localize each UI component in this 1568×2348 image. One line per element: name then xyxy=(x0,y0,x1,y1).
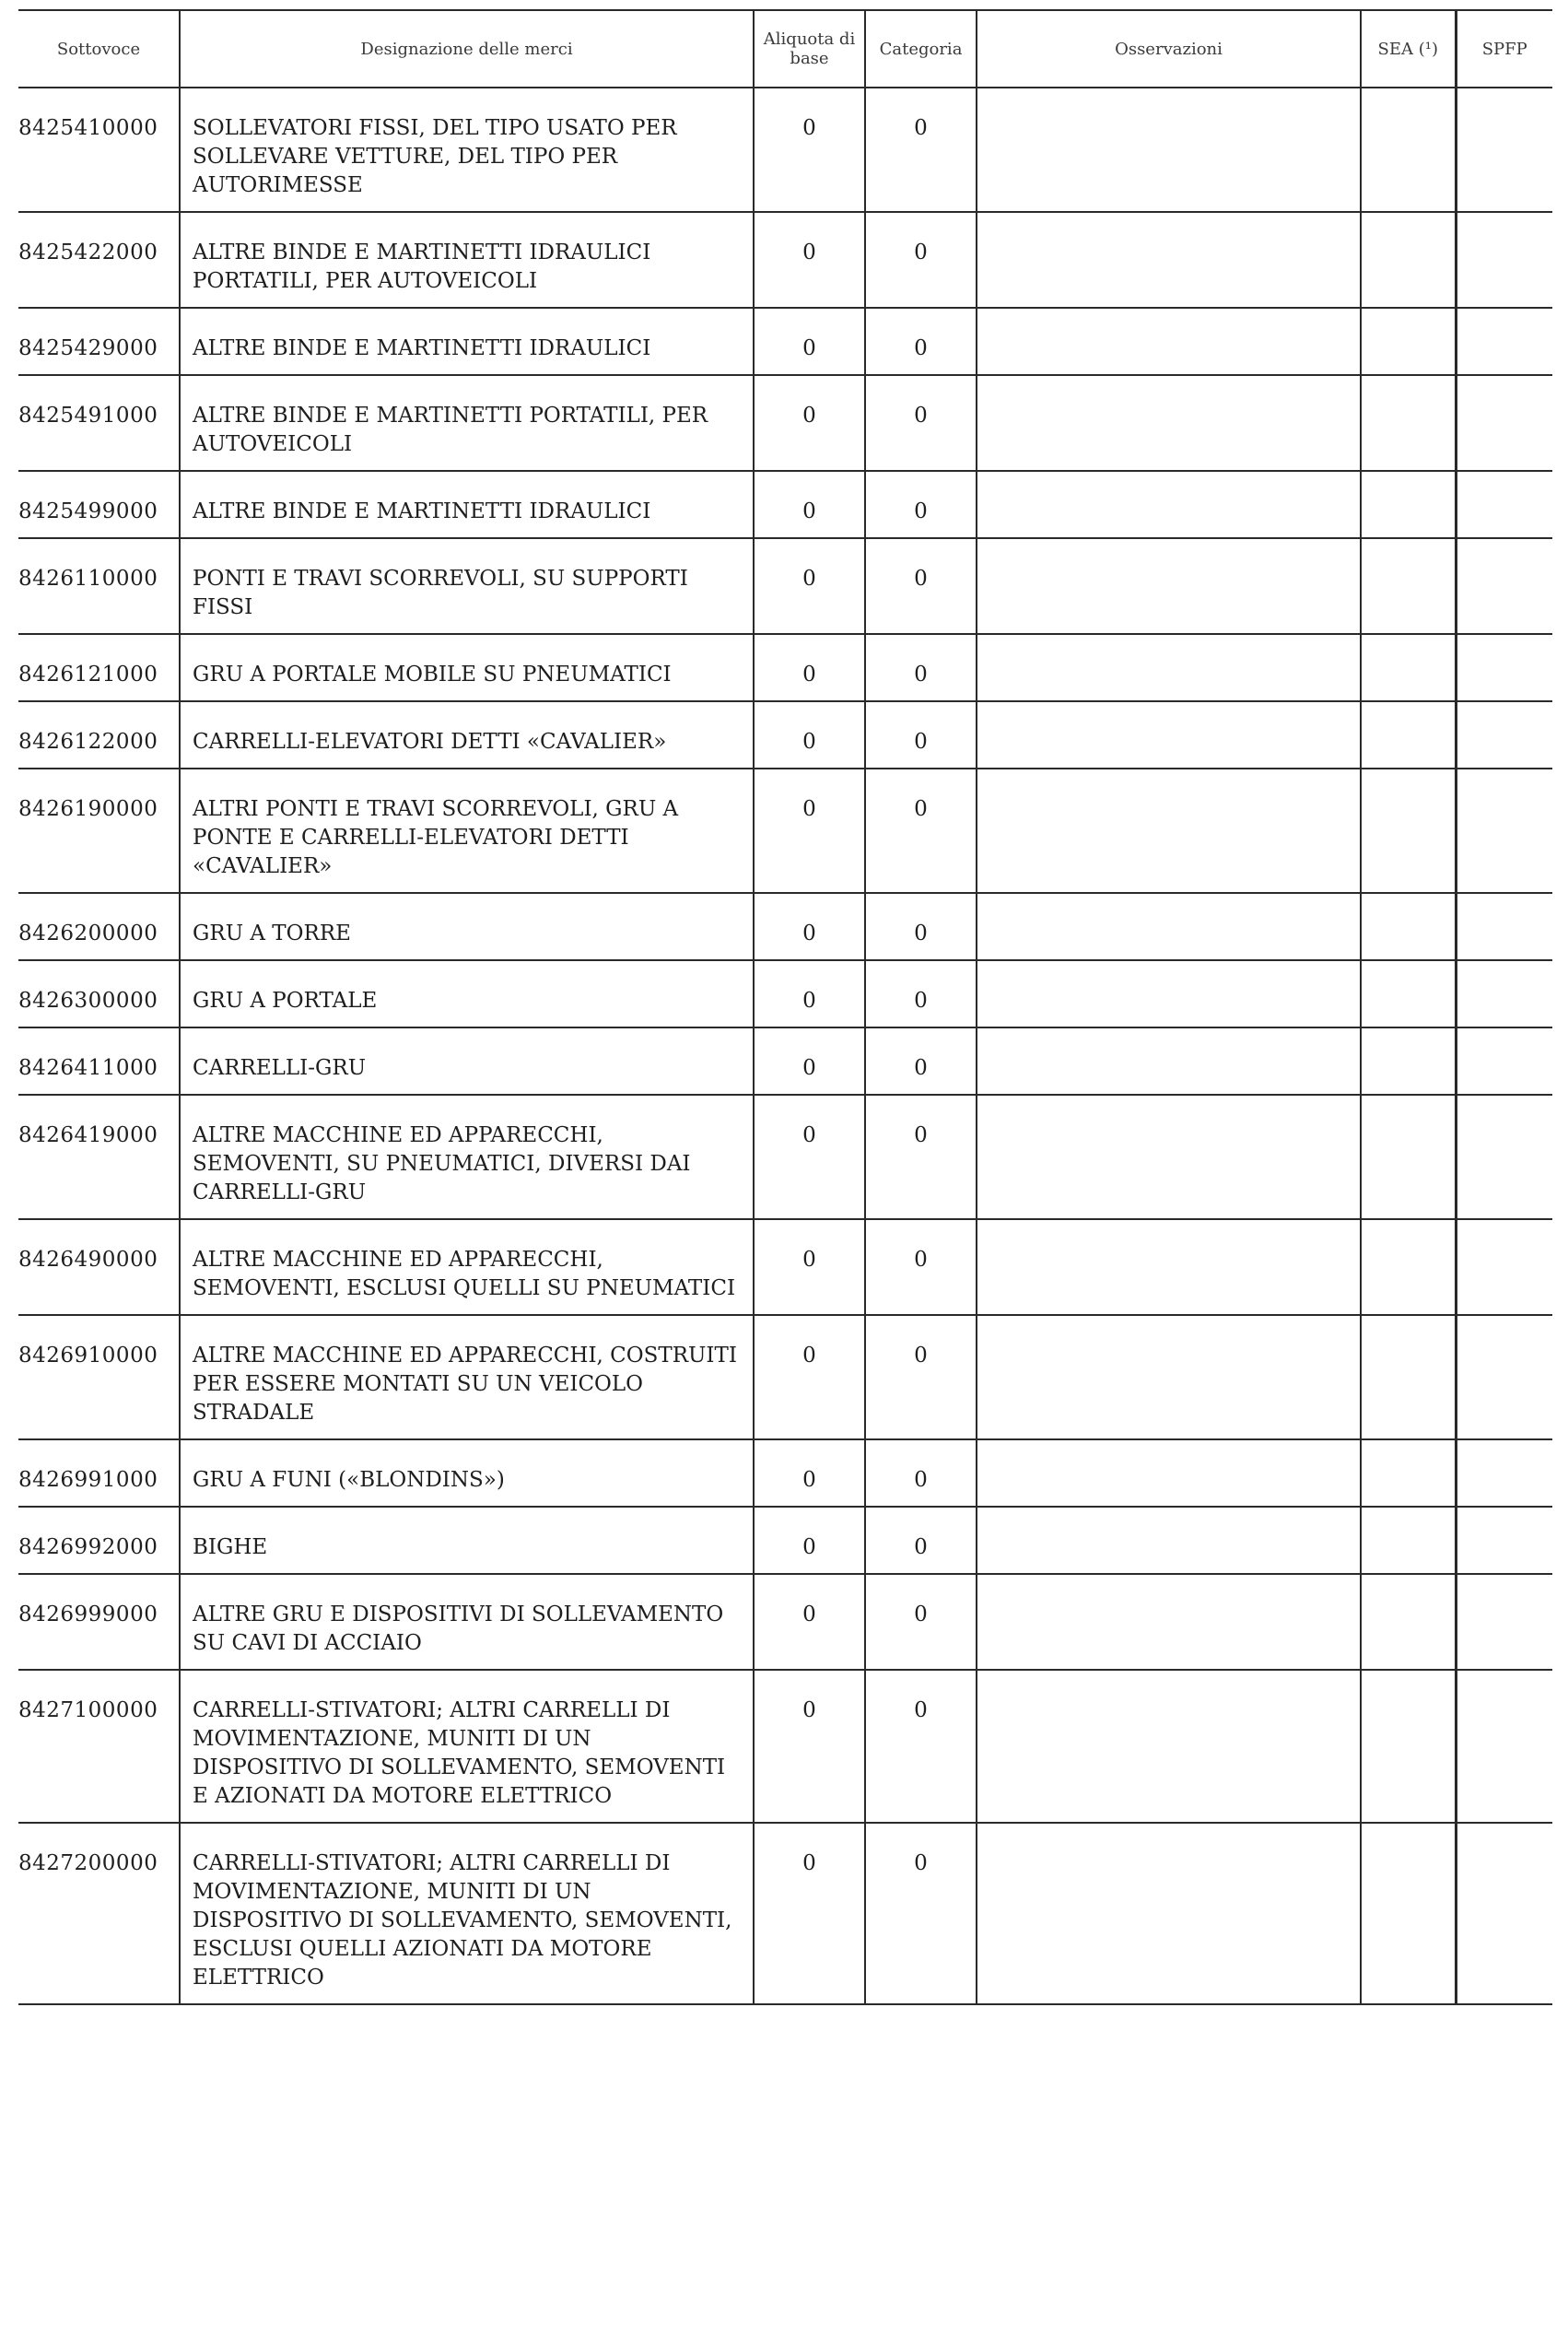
base-rate-value: 0 xyxy=(754,769,865,893)
remarks-cell xyxy=(977,471,1361,538)
header-category: Categoria xyxy=(865,10,977,88)
category-value: 0 xyxy=(865,1574,977,1670)
sea-cell xyxy=(1361,212,1456,308)
header-base-rate: Aliquota di base xyxy=(754,10,865,88)
base-rate-value: 0 xyxy=(754,1670,865,1823)
subheading-code: 8425499000 xyxy=(18,471,180,538)
table-row xyxy=(18,769,1552,893)
spfp-cell xyxy=(1456,212,1552,308)
category-value: 0 xyxy=(865,1823,977,2004)
base-rate-value: 0 xyxy=(754,701,865,769)
category-value: 0 xyxy=(865,471,977,538)
base-rate-value: 0 xyxy=(754,471,865,538)
table-header xyxy=(18,10,1552,88)
base-rate-value: 0 xyxy=(754,1315,865,1439)
table-row xyxy=(18,1095,1552,1219)
spfp-cell xyxy=(1456,1507,1552,1574)
category-value: 0 xyxy=(865,375,977,471)
subheading-code: 8426992000 xyxy=(18,1507,180,1574)
sea-cell xyxy=(1361,308,1456,375)
base-rate-value: 0 xyxy=(754,1507,865,1574)
subheading-code: 8425429000 xyxy=(18,308,180,375)
spfp-cell xyxy=(1456,1574,1552,1670)
header-remarks: Osservazioni xyxy=(977,10,1361,88)
category-value: 0 xyxy=(865,308,977,375)
spfp-cell xyxy=(1456,88,1552,212)
header-description: Designazione delle merci xyxy=(180,10,754,88)
spfp-cell xyxy=(1456,1315,1552,1439)
category-value: 0 xyxy=(865,538,977,634)
table-row xyxy=(18,375,1552,471)
goods-description: BIGHE xyxy=(180,1507,754,1574)
category-value: 0 xyxy=(865,1219,977,1315)
table-row xyxy=(18,1823,1552,2004)
category-value: 0 xyxy=(865,769,977,893)
remarks-cell xyxy=(977,1507,1361,1574)
table-row xyxy=(18,88,1552,212)
table-row xyxy=(18,1670,1552,1823)
remarks-cell xyxy=(977,308,1361,375)
spfp-cell xyxy=(1456,634,1552,701)
base-rate-value: 0 xyxy=(754,1823,865,2004)
subheading-code: 8426411000 xyxy=(18,1027,180,1095)
goods-description: CARRELLI-STIVATORI; ALTRI CARRELLI DI MOVIMENTAZIONE, MUNITI DI UN DISPOSITIVO DI SOLLEVAMENTO, SEMOVENTI, ESCLUSI QUELLI AZIONATI DA MOTORE ELETTRICO xyxy=(180,1823,754,2004)
spfp-cell xyxy=(1456,1670,1552,1823)
goods-description: GRU A PORTALE xyxy=(180,960,754,1027)
goods-description: SOLLEVATORI FISSI, DEL TIPO USATO PER SOLLEVARE VETTURE, DEL TIPO PER AUTORIMESSE xyxy=(180,88,754,212)
header-spfp: SPFP xyxy=(1456,10,1552,88)
table-row xyxy=(18,471,1552,538)
subheading-code: 8426999000 xyxy=(18,1574,180,1670)
remarks-cell xyxy=(977,1219,1361,1315)
spfp-cell xyxy=(1456,769,1552,893)
table-row xyxy=(18,1574,1552,1670)
sea-cell xyxy=(1361,1439,1456,1507)
base-rate-value: 0 xyxy=(754,1219,865,1315)
category-value: 0 xyxy=(865,1027,977,1095)
spfp-cell xyxy=(1456,701,1552,769)
sea-cell xyxy=(1361,634,1456,701)
category-value: 0 xyxy=(865,1315,977,1439)
table-row xyxy=(18,1027,1552,1095)
goods-description: CARRELLI-STIVATORI; ALTRI CARRELLI DI MOVIMENTAZIONE, MUNITI DI UN DISPOSITIVO DI SOLLEVAMENTO, SEMOVENTI E AZIONATI DA MOTORE ELETTRICO xyxy=(180,1670,754,1823)
sea-cell xyxy=(1361,88,1456,212)
goods-description: ALTRE MACCHINE ED APPARECCHI, SEMOVENTI, ESCLUSI QUELLI SU PNEUMATICI xyxy=(180,1219,754,1315)
subheading-code: 8426122000 xyxy=(18,701,180,769)
goods-description: CARRELLI-GRU xyxy=(180,1027,754,1095)
spfp-cell xyxy=(1456,538,1552,634)
remarks-cell xyxy=(977,1095,1361,1219)
goods-description: ALTRE MACCHINE ED APPARECCHI, COSTRUITI PER ESSERE MONTATI SU UN VEICOLO STRADALE xyxy=(180,1315,754,1439)
remarks-cell xyxy=(977,893,1361,960)
spfp-cell xyxy=(1456,471,1552,538)
header-sea: SEA (¹) xyxy=(1361,10,1456,88)
spfp-cell xyxy=(1456,308,1552,375)
sea-cell xyxy=(1361,1507,1456,1574)
subheading-code: 8426121000 xyxy=(18,634,180,701)
remarks-cell xyxy=(977,538,1361,634)
goods-description: ALTRE BINDE E MARTINETTI IDRAULICI xyxy=(180,308,754,375)
goods-description: GRU A FUNI («BLONDINS») xyxy=(180,1439,754,1507)
sea-cell xyxy=(1361,1823,1456,2004)
base-rate-value: 0 xyxy=(754,634,865,701)
base-rate-value: 0 xyxy=(754,308,865,375)
goods-description: ALTRI PONTI E TRAVI SCORREVOLI, GRU A PONTE E CARRELLI-ELEVATORI DETTI «CAVALIER» xyxy=(180,769,754,893)
sea-cell xyxy=(1361,538,1456,634)
remarks-cell xyxy=(977,1027,1361,1095)
base-rate-value: 0 xyxy=(754,1439,865,1507)
subheading-code: 8427100000 xyxy=(18,1670,180,1823)
base-rate-value: 0 xyxy=(754,88,865,212)
table-body xyxy=(18,88,1552,2004)
remarks-cell xyxy=(977,769,1361,893)
table-row xyxy=(18,538,1552,634)
base-rate-value: 0 xyxy=(754,960,865,1027)
subheading-code: 8426300000 xyxy=(18,960,180,1027)
tariff-table xyxy=(18,9,1552,2005)
remarks-cell xyxy=(977,960,1361,1027)
document-page xyxy=(18,9,1552,2005)
header-row xyxy=(18,10,1552,88)
subheading-code: 8427200000 xyxy=(18,1823,180,2004)
remarks-cell xyxy=(977,375,1361,471)
category-value: 0 xyxy=(865,960,977,1027)
table-row xyxy=(18,1219,1552,1315)
base-rate-value: 0 xyxy=(754,212,865,308)
spfp-cell xyxy=(1456,1219,1552,1315)
category-value: 0 xyxy=(865,634,977,701)
spfp-cell xyxy=(1456,960,1552,1027)
category-value: 0 xyxy=(865,1670,977,1823)
sea-cell xyxy=(1361,1027,1456,1095)
goods-description: GRU A TORRE xyxy=(180,893,754,960)
remarks-cell xyxy=(977,1574,1361,1670)
spfp-cell xyxy=(1456,1095,1552,1219)
category-value: 0 xyxy=(865,893,977,960)
remarks-cell xyxy=(977,1439,1361,1507)
remarks-cell xyxy=(977,1823,1361,2004)
category-value: 0 xyxy=(865,1507,977,1574)
goods-description: ALTRE BINDE E MARTINETTI IDRAULICI xyxy=(180,471,754,538)
subheading-code: 8425410000 xyxy=(18,88,180,212)
subheading-code: 8426110000 xyxy=(18,538,180,634)
subheading-code: 8426190000 xyxy=(18,769,180,893)
subheading-code: 8425491000 xyxy=(18,375,180,471)
subheading-code: 8426991000 xyxy=(18,1439,180,1507)
sea-cell xyxy=(1361,701,1456,769)
subheading-code: 8426419000 xyxy=(18,1095,180,1219)
sea-cell xyxy=(1361,1219,1456,1315)
base-rate-value: 0 xyxy=(754,538,865,634)
subheading-code: 8426910000 xyxy=(18,1315,180,1439)
sea-cell xyxy=(1361,375,1456,471)
goods-description: ALTRE GRU E DISPOSITIVI DI SOLLEVAMENTO SU CAVI DI ACCIAIO xyxy=(180,1574,754,1670)
sea-cell xyxy=(1361,1095,1456,1219)
table-row xyxy=(18,960,1552,1027)
table-row xyxy=(18,1507,1552,1574)
table-row xyxy=(18,308,1552,375)
category-value: 0 xyxy=(865,88,977,212)
sea-cell xyxy=(1361,960,1456,1027)
sea-cell xyxy=(1361,1315,1456,1439)
subheading-code: 8425422000 xyxy=(18,212,180,308)
goods-description: ALTRE BINDE E MARTINETTI IDRAULICI PORTATILI, PER AUTOVEICOLI xyxy=(180,212,754,308)
remarks-cell xyxy=(977,212,1361,308)
base-rate-value: 0 xyxy=(754,375,865,471)
base-rate-value: 0 xyxy=(754,893,865,960)
remarks-cell xyxy=(977,1315,1361,1439)
sea-cell xyxy=(1361,893,1456,960)
spfp-cell xyxy=(1456,375,1552,471)
category-value: 0 xyxy=(865,1095,977,1219)
table-row xyxy=(18,1439,1552,1507)
sea-cell xyxy=(1361,1574,1456,1670)
spfp-cell xyxy=(1456,1823,1552,2004)
table-row xyxy=(18,1315,1552,1439)
category-value: 0 xyxy=(865,701,977,769)
remarks-cell xyxy=(977,701,1361,769)
table-row xyxy=(18,701,1552,769)
sea-cell xyxy=(1361,769,1456,893)
spfp-cell xyxy=(1456,1027,1552,1095)
table-row xyxy=(18,893,1552,960)
base-rate-value: 0 xyxy=(754,1027,865,1095)
base-rate-value: 0 xyxy=(754,1574,865,1670)
subheading-code: 8426490000 xyxy=(18,1219,180,1315)
subheading-code: 8426200000 xyxy=(18,893,180,960)
category-value: 0 xyxy=(865,212,977,308)
goods-description: ALTRE MACCHINE ED APPARECCHI, SEMOVENTI, SU PNEUMATICI, DIVERSI DAI CARRELLI-GRU xyxy=(180,1095,754,1219)
table-row xyxy=(18,212,1552,308)
remarks-cell xyxy=(977,88,1361,212)
goods-description: GRU A PORTALE MOBILE SU PNEUMATICI xyxy=(180,634,754,701)
spfp-cell xyxy=(1456,893,1552,960)
spfp-cell xyxy=(1456,1439,1552,1507)
sea-cell xyxy=(1361,1670,1456,1823)
goods-description: PONTI E TRAVI SCORREVOLI, SU SUPPORTI FISSI xyxy=(180,538,754,634)
goods-description: CARRELLI-ELEVATORI DETTI «CAVALIER» xyxy=(180,701,754,769)
remarks-cell xyxy=(977,634,1361,701)
sea-cell xyxy=(1361,471,1456,538)
header-subheading: Sottovoce xyxy=(18,10,180,88)
table-row xyxy=(18,634,1552,701)
remarks-cell xyxy=(977,1670,1361,1823)
category-value: 0 xyxy=(865,1439,977,1507)
base-rate-value: 0 xyxy=(754,1095,865,1219)
goods-description: ALTRE BINDE E MARTINETTI PORTATILI, PER AUTOVEICOLI xyxy=(180,375,754,471)
